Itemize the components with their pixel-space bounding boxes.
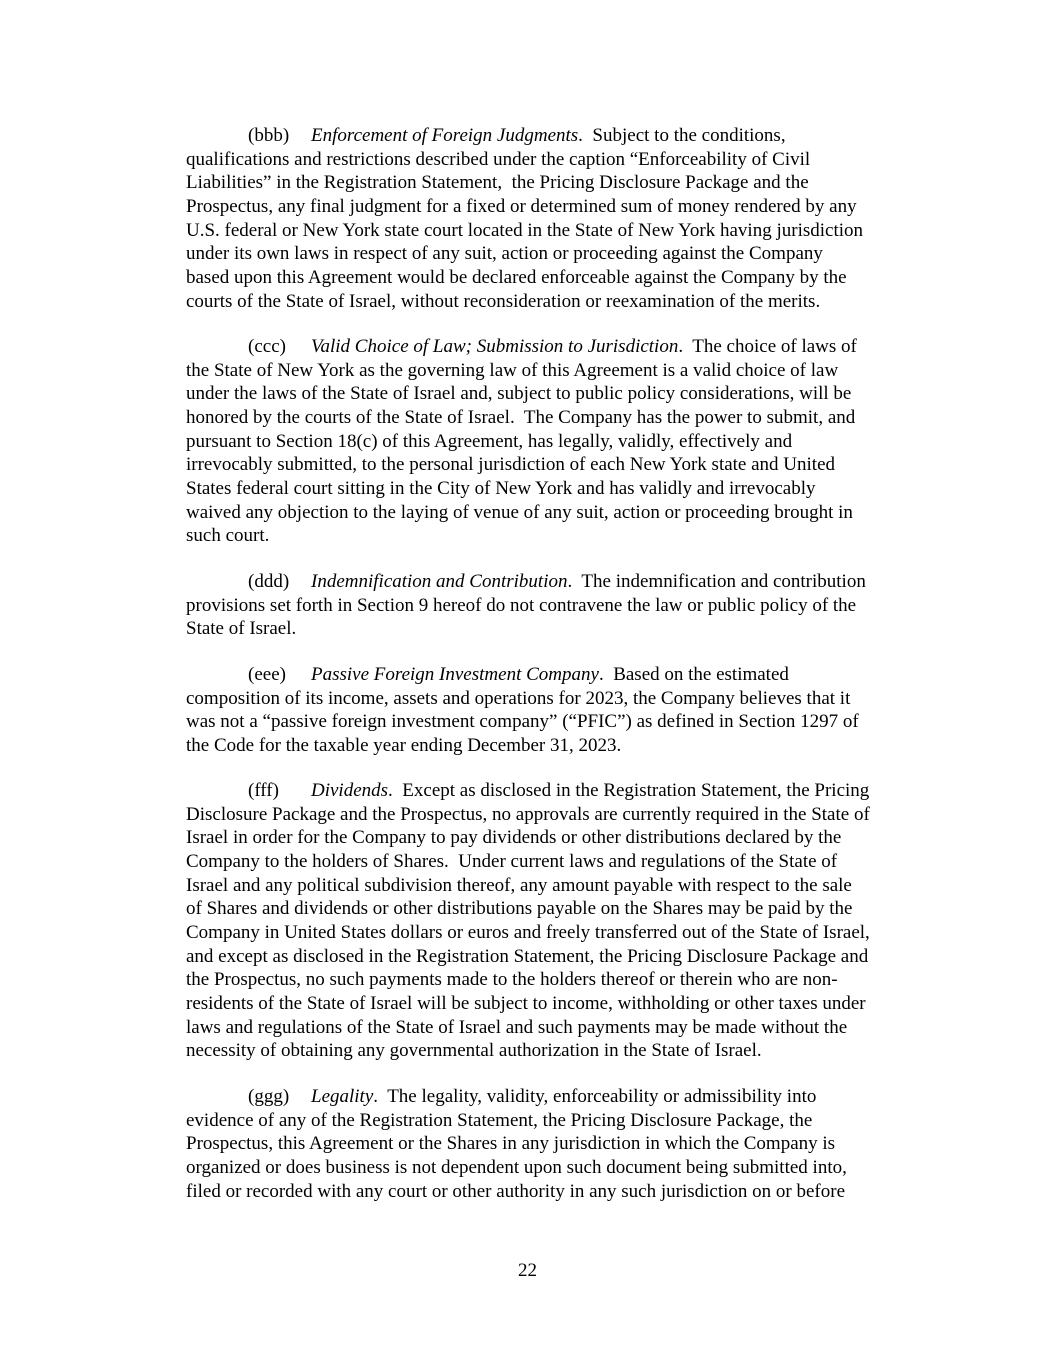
text-line: Israel in order for the Company to pay dividends or other distributions declared by the xyxy=(186,827,842,849)
text-line: State of Israel. xyxy=(186,618,297,640)
text-line: Company in United States dollars or euros and freely transferred out of the State of Israel, xyxy=(186,921,870,943)
paragraph-eee xyxy=(186,663,946,758)
paragraph-ddd xyxy=(186,570,946,641)
text-line: The legality, validity, enforceability or admissibility into xyxy=(387,1086,817,1107)
paragraph-first-line: (ggg) Legality. The legality, validity, enforceability or admissibility into xyxy=(248,1086,817,1107)
page-number: 22 xyxy=(518,1260,537,1281)
text-line: Company to the holders of Shares. Under current laws and regulations of the State of xyxy=(186,850,838,872)
text-line: Based on the estimated xyxy=(613,664,789,685)
text-line: Liabilities” in the Registration Statement, the Pricing Disclosure Package and the xyxy=(186,172,809,194)
text-line: laws and regulations of the State of Israel and such payments may be made without the xyxy=(186,1016,848,1038)
text-line: residents of the State of Israel will be subject to income, withholding or other taxes under xyxy=(186,992,866,1014)
text-line: The choice of laws of xyxy=(692,336,857,357)
text-line: waived any objection to the laying of venue of any suit, action or proceeding brought in xyxy=(186,501,853,523)
text-line: composition of its income, assets and operations for 2023, the Company believes that it xyxy=(186,687,851,709)
text-line: Prospectus, any final judgment for a fixed or determined sum of money rendered by any xyxy=(186,195,857,217)
text-line: honored by the courts of the State of Israel. The Company has the power to submit, and xyxy=(186,406,856,428)
text-line: filed or recorded with any court or other authority in any such jurisdiction on or before xyxy=(186,1180,845,1202)
text-line: under its own laws in respect of any suit, action or proceeding against the Company xyxy=(186,243,823,265)
paragraph-title: Indemnification and Contribution xyxy=(311,571,568,592)
paragraph-first-line: (ccc) Valid Choice of Law; Submission to Jurisdiction. The choice of laws of xyxy=(248,336,857,357)
text-line: Disclosure Package and the Prospectus, no approvals are currently required in the State of xyxy=(186,803,870,825)
text-line: under the laws of the State of Israel and, subject to public policy considerations, will be xyxy=(186,383,852,405)
text-line: was not a “passive foreign investment company” (“PFIC”) as defined in Section 1297 of xyxy=(186,711,859,733)
paragraph-title: Dividends xyxy=(311,780,389,801)
paragraph-title: Legality xyxy=(311,1086,374,1107)
text-line: necessity of obtaining any governmental authorization in the State of Israel. xyxy=(186,1040,762,1062)
text-line: U.S. federal or New York state court located in the State of New York having jurisdiction xyxy=(186,219,864,241)
text-line: the State of New York as the governing law of this Agreement is a valid choice of law xyxy=(186,359,839,381)
paragraph-ggg xyxy=(186,1085,946,1203)
text-line: qualifications and restrictions described under the caption “Enforceability of Civil xyxy=(186,148,811,170)
text-line: organized or does business is not dependent upon such document being submitted into, xyxy=(186,1156,847,1178)
text-line: evidence of any of the Registration Statement, the Pricing Disclosure Package, the xyxy=(186,1109,813,1131)
text-line: the Code for the taxable year ending December 31, 2023. xyxy=(186,734,622,756)
paragraph-label: (ccc) xyxy=(248,336,286,357)
text-line: based upon this Agreement would be declared enforceable against the Company by the xyxy=(186,266,847,288)
text-line: provisions set forth in Section 9 hereof do not contravene the law or public policy of the xyxy=(186,594,857,616)
text-line: Except as disclosed in the Registration Statement, the Pricing xyxy=(402,780,870,801)
text-line: Prospectus, this Agreement or the Shares in any jurisdiction in which the Company is xyxy=(186,1133,836,1155)
paragraph-title: Valid Choice of Law; Submission to Jurisdiction xyxy=(311,336,679,357)
paragraph-label: (bbb) xyxy=(248,125,290,146)
paragraph-title: Passive Foreign Investment Company xyxy=(311,664,599,685)
text-line: such court. xyxy=(186,525,270,547)
paragraph-label: (fff) xyxy=(248,780,279,801)
text-line: of Shares and dividends or other distributions payable on the Shares may be paid by the xyxy=(186,898,853,920)
text-line: The indemnification and contribution xyxy=(581,571,866,592)
text-line: States federal court sitting in the City of New York and has validly and irrevocably xyxy=(186,477,816,499)
paragraph-first-line: (ddd) Indemnification and Contribution. The indemnification and contribution xyxy=(248,571,866,592)
text-line: courts of the State of Israel, without reconsideration or reexamination of the merits. xyxy=(186,290,821,312)
paragraph-label: (ddd) xyxy=(248,571,290,592)
text-line: Israel and any political subdivision thereof, any amount payable with respect to the sale xyxy=(186,874,852,896)
paragraph-ccc xyxy=(186,335,946,548)
paragraph-title: Enforcement of Foreign Judgments xyxy=(311,125,579,146)
text-line: Subject to the conditions, xyxy=(592,125,786,146)
paragraph-label: (eee) xyxy=(248,664,286,685)
paragraph-label: (ggg) xyxy=(248,1086,290,1107)
text-line: pursuant to Section 18(c) of this Agreement, has legally, validly, effectively and xyxy=(186,430,793,452)
text-line: the Prospectus, no such payments made to the holders thereof or therein who are non- xyxy=(186,969,838,991)
text-line: irrevocably submitted, to the personal jurisdiction of each New York state and United xyxy=(186,454,836,476)
paragraph-first-line: (bbb) Enforcement of Foreign Judgments. Subject to the conditions, xyxy=(248,125,786,146)
paragraph-first-line: (fff) Dividends. Except as disclosed in the Registration Statement, the Pricing xyxy=(248,780,870,801)
text-line: and except as disclosed in the Registration Statement, the Pricing Disclosure Package and xyxy=(186,945,869,967)
paragraph-bbb xyxy=(186,124,946,313)
paragraph-fff xyxy=(186,779,946,1063)
paragraph-first-line: (eee) Passive Foreign Investment Company. Based on the estimated xyxy=(248,664,789,685)
